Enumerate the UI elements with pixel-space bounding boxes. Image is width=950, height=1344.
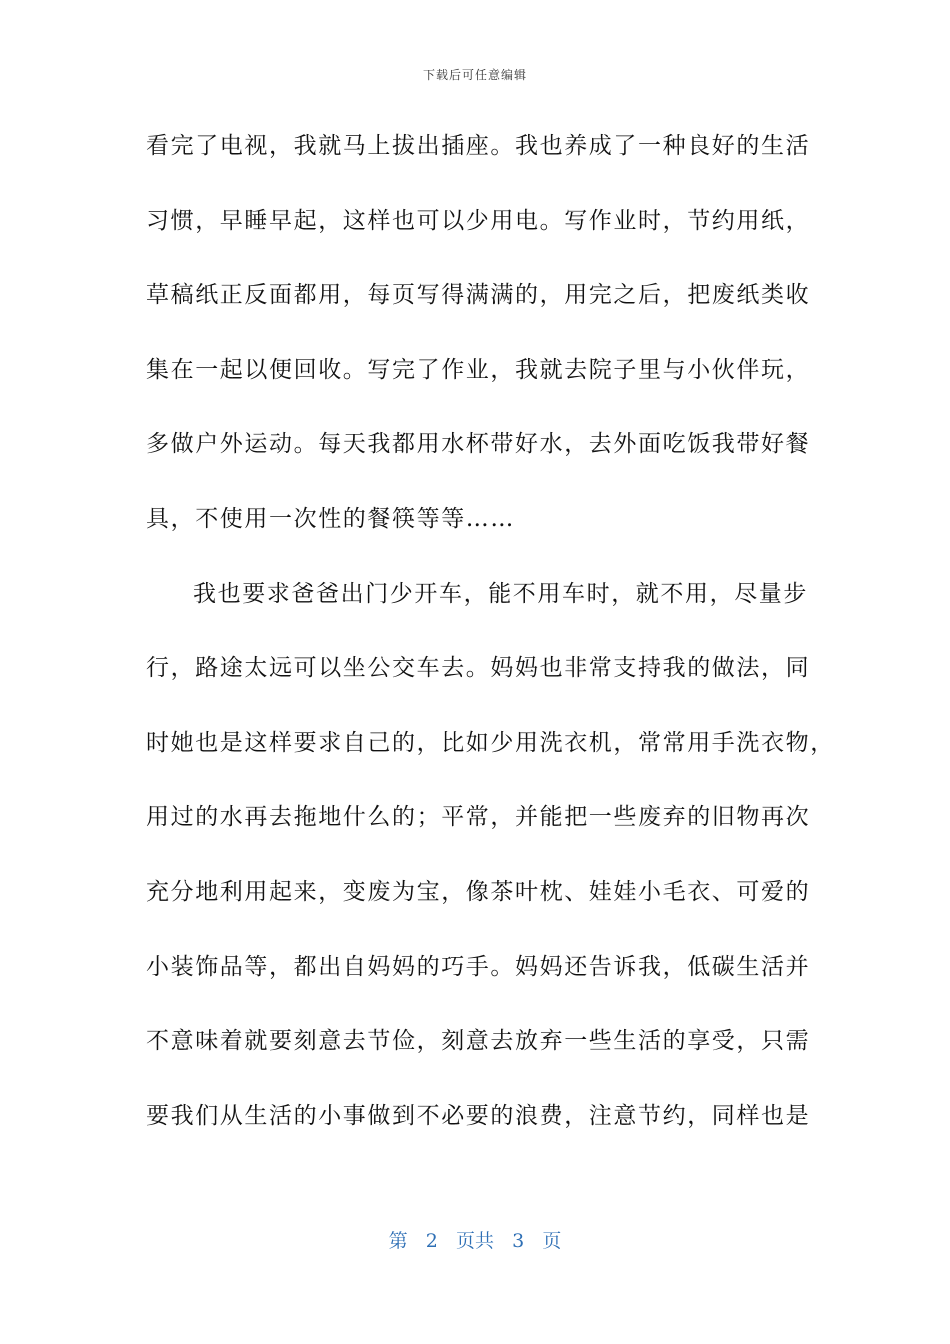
paragraph-start-line: 我也要求爸爸出门少开车，能不用车时，就不用，尽量步 [193, 580, 808, 607]
current-page-number: 2 [425, 1230, 438, 1252]
text-line: 具，不使用一次性的餐筷等等…… [146, 505, 515, 532]
text-line: 看完了电视，我就马上拔出插座。我也养成了一种良好的生活 [146, 133, 811, 159]
text-line: 多做户外运动。每天我都用水杯带好水，去外面吃饭我带好餐 [146, 431, 811, 458]
text-line: 习惯，早睡早起，这样也可以少用电。写作业时，节约用纸， [146, 207, 811, 234]
text-line: 行，路途太远可以坐公交车去。妈妈也非常支持我的做法，同 [146, 655, 811, 682]
text-line: 用过的水再去拖地什么的；平常，并能把一些废弃的旧物再次 [146, 804, 811, 831]
text-line: 充分地利用起来，变废为宝，像茶叶枕、娃娃小毛衣、可爱的 [146, 878, 811, 905]
page-label-suffix: 页 [542, 1230, 562, 1252]
text-line: 要我们从生活的小事做到不必要的浪费，注意节约，同样也是 [146, 1102, 811, 1129]
text-line: 草稿纸正反面都用，每页写得满满的，用完之后，把废纸类收 [146, 282, 811, 309]
page-footer [0, 1226, 950, 1253]
text-line: 小装饰品等，都出自妈妈的巧手。妈妈还告诉我，低碳生活并 [146, 953, 811, 980]
text-line: 时她也是这样要求自己的，比如少用洗衣机，常常用手洗衣物， [146, 729, 835, 756]
header-note: 下载后可任意编辑 [422, 68, 527, 82]
text-line: 集在一起以便回收。写完了作业，我就去院子里与小伙伴玩， [146, 356, 811, 383]
text-line: 不意味着就要刻意去节俭，刻意去放弃一些生活的享受，只需 [146, 1028, 811, 1055]
total-pages-number: 3 [512, 1230, 525, 1252]
page-label-middle: 页共 [455, 1230, 494, 1252]
page-label-prefix: 第 [388, 1230, 408, 1252]
body-text [146, 118, 835, 1162]
